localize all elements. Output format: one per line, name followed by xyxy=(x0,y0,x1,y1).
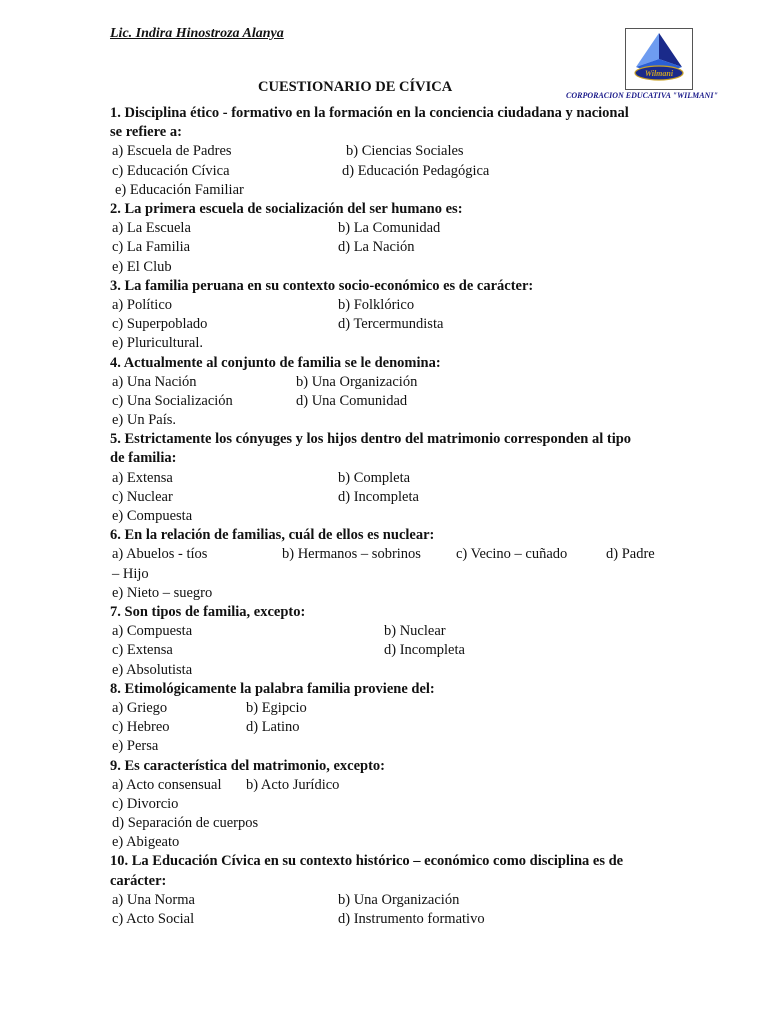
answer-option: e) Abigeato xyxy=(112,834,180,851)
answer-option: b) Una Organización xyxy=(296,373,418,390)
answer-option: a) Político xyxy=(112,296,173,313)
answer-option: a) Griego xyxy=(112,699,168,716)
answer-option: b) Egipcio xyxy=(246,699,307,716)
answer-option: b) Completa xyxy=(338,469,411,486)
answer-row xyxy=(110,545,660,564)
answer-row xyxy=(110,181,660,200)
answer-option: e) Compuesta xyxy=(112,508,193,525)
answer-option: e) Un País. xyxy=(112,412,177,429)
answer-row xyxy=(110,622,660,641)
question-5-cont: de familia: xyxy=(110,450,177,467)
answer-row xyxy=(110,392,660,411)
answer-option: d) Incompleta xyxy=(384,642,465,659)
answer-row xyxy=(110,469,660,488)
answer-option: c) Educación Cívica xyxy=(112,162,230,179)
answer-option: – Hijo xyxy=(112,565,149,582)
question-3: 3. La familia peruana en su contexto socio-económico es de carácter: xyxy=(110,277,534,294)
answer-option: b) Acto Jurídico xyxy=(246,776,340,793)
author-name: Lic. Indira Hinostroza Alanya xyxy=(110,26,284,41)
answer-option: d) Una Comunidad xyxy=(296,392,408,409)
answer-option: b) Nuclear xyxy=(384,623,446,640)
answer-row xyxy=(110,238,660,257)
answer-option: c) Extensa xyxy=(112,642,173,659)
answer-row xyxy=(110,814,660,833)
answer-option: d) Latino xyxy=(246,719,300,736)
answer-option: c) Acto Social xyxy=(112,911,195,928)
answer-option: b) Hermanos – sobrinos xyxy=(282,546,421,563)
answer-row xyxy=(110,699,660,718)
answer-row xyxy=(110,296,660,315)
answer-option: e) Educación Familiar xyxy=(115,181,244,198)
question-10: 10. La Educación Cívica en su contexto histórico – económico como disciplina es de xyxy=(110,853,624,870)
answer-option: d) Instrumento formativo xyxy=(338,911,485,928)
answer-row xyxy=(110,718,660,737)
answer-option: c) La Familia xyxy=(112,239,191,256)
answer-row xyxy=(110,142,660,161)
answer-row xyxy=(110,795,660,814)
answer-row xyxy=(110,334,660,353)
answer-option: e) Absolutista xyxy=(112,661,193,678)
answer-option: d) Padre xyxy=(606,546,655,563)
answer-row xyxy=(110,584,660,603)
answer-option: c) Divorcio xyxy=(112,795,179,812)
answer-row xyxy=(110,162,660,181)
question-5: 5. Estrictamente los cónyuges y los hijos dentro del matrimonio corresponden al tipo xyxy=(110,431,632,448)
answer-row xyxy=(110,833,660,852)
corporation-name: CORPORACION EDUCATIVA "WILMANI" xyxy=(566,91,718,100)
answer-option: e) Pluricultural. xyxy=(112,335,204,352)
wilmani-logo xyxy=(625,28,693,90)
answer-option: c) Una Socialización xyxy=(112,392,233,409)
page-title: CUESTIONARIO DE CÍVICA xyxy=(258,79,453,95)
answer-option: b) Una Organización xyxy=(338,891,460,908)
questionnaire xyxy=(110,104,660,929)
question-8: 8. Etimológicamente la palabra familia proviene del: xyxy=(110,680,435,697)
answer-row xyxy=(110,641,660,660)
answer-row xyxy=(110,507,660,526)
answer-row xyxy=(110,219,660,238)
answer-row xyxy=(110,258,660,277)
answer-row xyxy=(110,411,660,430)
answer-option: b) Folklórico xyxy=(338,296,415,313)
answer-option: d) Educación Pedagógica xyxy=(342,162,490,179)
answer-row xyxy=(110,910,660,929)
answer-row xyxy=(110,737,660,756)
answer-option: d) Tercermundista xyxy=(338,316,444,333)
logo-text: Wilmani xyxy=(644,69,674,78)
question-9: 9. Es característica del matrimonio, excepto: xyxy=(110,757,386,774)
answer-option: a) Compuesta xyxy=(112,623,193,640)
answer-row xyxy=(110,565,660,584)
answer-option: d) Incompleta xyxy=(338,488,419,505)
answer-option: a) Una Nación xyxy=(112,373,197,390)
answer-option: d) La Nación xyxy=(338,239,415,256)
question-4: 4. Actualmente al conjunto de familia se le denomina: xyxy=(110,354,441,371)
answer-option: d) Separación de cuerpos xyxy=(112,815,259,832)
question-1: 1. Disciplina ético - formativo en la formación en la conciencia ciudadana y nacional xyxy=(110,105,629,121)
answer-row xyxy=(110,661,660,680)
question-7: 7. Son tipos de familia, excepto: xyxy=(110,604,306,620)
question-10-cont: carácter: xyxy=(110,872,167,889)
answer-option: b) Ciencias Sociales xyxy=(346,143,464,160)
answer-option: a) Extensa xyxy=(112,469,173,486)
answer-option: a) Abuelos - tíos xyxy=(112,546,208,563)
answer-option: e) El Club xyxy=(112,258,172,275)
answer-row xyxy=(110,776,660,795)
answer-row xyxy=(110,488,660,507)
answer-option: c) Vecino – cuñado xyxy=(456,546,568,563)
answer-option: a) Una Norma xyxy=(112,891,195,908)
answer-row xyxy=(110,373,660,392)
pyramid-logo-icon xyxy=(626,29,692,89)
answer-row xyxy=(110,891,660,910)
question-2: 2. La primera escuela de socialización del ser humano es: xyxy=(110,200,463,217)
answer-option: b) La Comunidad xyxy=(338,220,441,237)
answer-option: c) Nuclear xyxy=(112,488,173,505)
question-6: 6. En la relación de familias, cuál de ellos es nuclear: xyxy=(110,527,435,544)
answer-option: a) Acto consensual xyxy=(112,776,222,793)
answer-option: c) Hebreo xyxy=(112,719,170,736)
answer-option: a) La Escuela xyxy=(112,220,191,237)
answer-option: e) Nieto – suegro xyxy=(112,584,213,601)
answer-row xyxy=(110,315,660,334)
question-1-cont: se refiere a: xyxy=(110,124,182,141)
answer-option: a) Escuela de Padres xyxy=(112,143,232,160)
answer-option: c) Superpoblado xyxy=(112,316,208,333)
answer-option: e) Persa xyxy=(112,738,159,755)
